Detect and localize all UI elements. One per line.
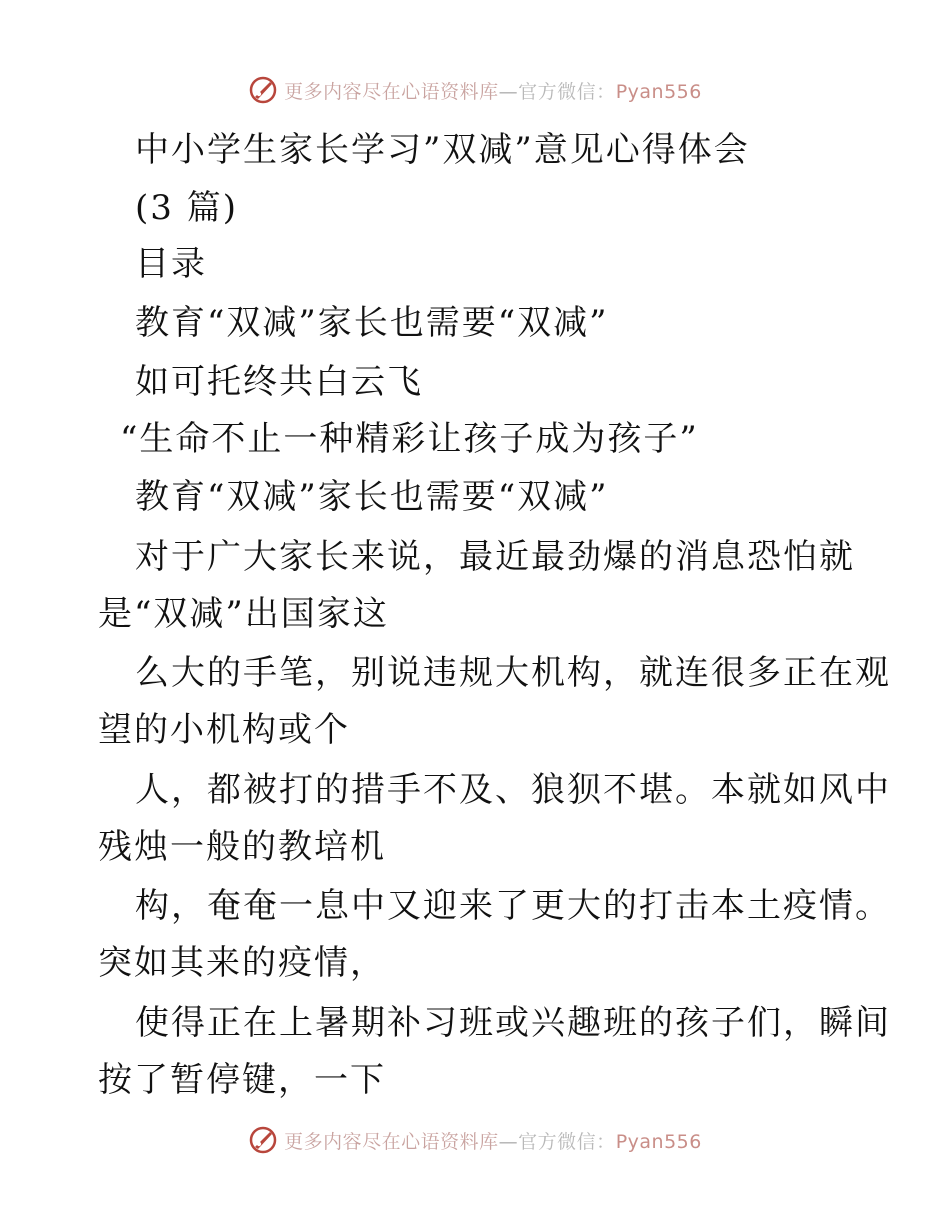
banner-wechat-label: 官方微信：: [518, 1130, 616, 1153]
paragraph-line: 残烛一般的教培机: [98, 827, 386, 867]
banner-wechat-id: Pyan556: [615, 80, 702, 103]
toc-item: “生命不止一种精彩让孩子成为孩子”: [120, 419, 699, 459]
toc-item: 如可托终共白云飞: [135, 362, 423, 402]
toc-item: 教育“双减”家长也需要“双减”: [135, 303, 609, 343]
document-subtitle: (3 篇): [135, 188, 238, 228]
paragraph-line: 人，都被打的措手不及、狼狈不堪。本就如风中: [135, 770, 891, 810]
banner-dash: —: [498, 1130, 519, 1153]
banner-text: [284, 1127, 702, 1154]
paragraph-line: 突如其来的疫情，: [98, 943, 386, 983]
banner-text: [284, 77, 702, 104]
banner-wechat-id: Pyan556: [615, 1130, 702, 1153]
paragraph-line: 按了暂停键，一下: [98, 1060, 386, 1100]
quill-seal-icon: [248, 75, 278, 105]
paragraph-line: 么大的手笔，别说违规大机构，就连很多正在观: [135, 653, 891, 693]
paragraph-line: 使得正在上暑期补习班或兴趣班的孩子们，瞬间: [135, 1003, 891, 1043]
quill-seal-icon: [248, 1125, 278, 1155]
footer-banner: [0, 1120, 950, 1160]
document-title: 中小学生家长学习”双减”意见心得体会: [135, 130, 750, 170]
banner-dash: —: [498, 80, 519, 103]
header-banner: [0, 70, 950, 110]
paragraph-line: 望的小机构或个: [98, 710, 350, 750]
toc-heading: 目录: [135, 244, 207, 284]
banner-wechat-label: 官方微信：: [518, 80, 616, 103]
banner-prefix: 更多内容尽在心语资料库: [284, 80, 499, 103]
section-heading: 教育“双减”家长也需要“双减”: [135, 477, 609, 517]
paragraph-line: 对于广大家长来说，最近最劲爆的消息恐怕就: [135, 537, 855, 577]
paragraph-line: 构，奄奄一息中又迎来了更大的打击本土疫情。: [135, 886, 891, 926]
paragraph-line: 是“双减”出国家这: [98, 594, 389, 634]
banner-prefix: 更多内容尽在心语资料库: [284, 1130, 499, 1153]
